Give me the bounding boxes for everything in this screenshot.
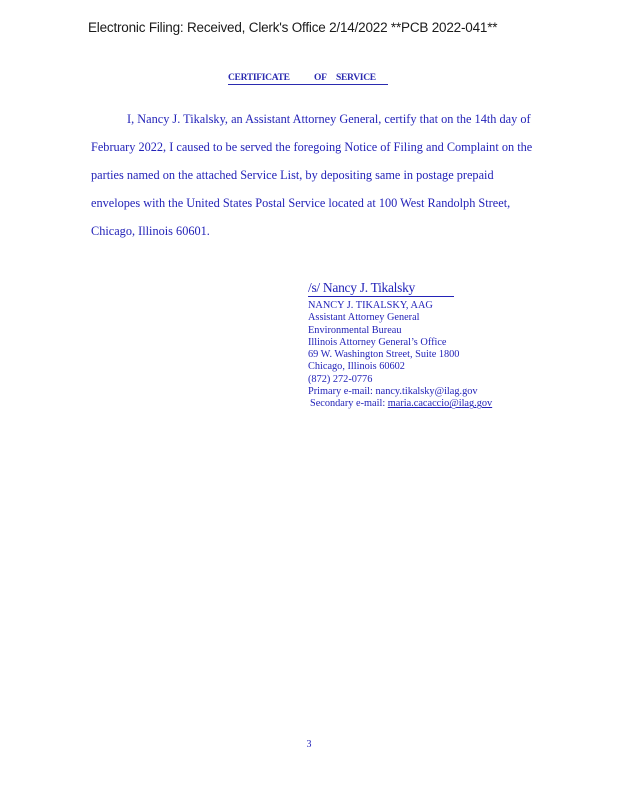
certificate-title-word: CERTIFICATE bbox=[228, 73, 290, 83]
page-number: 3 bbox=[306, 739, 312, 750]
signature-block bbox=[308, 280, 492, 411]
signer-office: Illinois Attorney General’s Office bbox=[308, 336, 447, 348]
signer-name: NANCY J. TIKALSKY, AAG bbox=[308, 300, 433, 311]
body-line: parties named on the attached Service List, by depositing same in postage prepaid bbox=[91, 168, 494, 182]
certificate-title bbox=[228, 73, 388, 85]
secondary-email-row bbox=[308, 398, 492, 410]
primary-email-row bbox=[308, 386, 492, 398]
signer-title: Assistant Attorney General bbox=[308, 312, 420, 324]
filing-stamp: Electronic Filing: Received, Clerk's Office 2/14/2022 **PCB 2022-041** bbox=[88, 20, 498, 35]
body-line: I, Nancy J. Tikalsky, an Assistant Attorney General, certify that on the 14th day of bbox=[127, 112, 531, 126]
certificate-title-word: SERVICE bbox=[336, 73, 376, 83]
body-line: Chicago, Illinois 60601. bbox=[91, 224, 210, 238]
certificate-body bbox=[91, 110, 561, 250]
signer-phone: (872) 272-0776 bbox=[308, 373, 373, 385]
signer-city: Chicago, Illinois 60602 bbox=[308, 361, 405, 373]
primary-email-label: Primary e-mail: bbox=[308, 386, 376, 398]
signer-bureau: Environmental Bureau bbox=[308, 324, 402, 336]
primary-email: nancy.tikalsky@ilag.gov bbox=[375, 386, 478, 398]
secondary-email-link[interactable]: maria.cacaccio@ilag.gov bbox=[387, 398, 493, 410]
certificate-title-word: OF bbox=[314, 73, 327, 83]
electronic-signature: /s/ Nancy J. Tikalsky bbox=[308, 280, 454, 297]
secondary-email-label: Secondary e-mail: bbox=[310, 398, 388, 410]
body-line: envelopes with the United States Postal Service located at 100 West Randolph Street, bbox=[91, 196, 511, 210]
body-line: February 2022, I caused to be served the foregoing Notice of Filing and Complaint on the bbox=[91, 140, 533, 154]
signer-street: 69 W. Washington Street, Suite 1800 bbox=[308, 349, 460, 361]
